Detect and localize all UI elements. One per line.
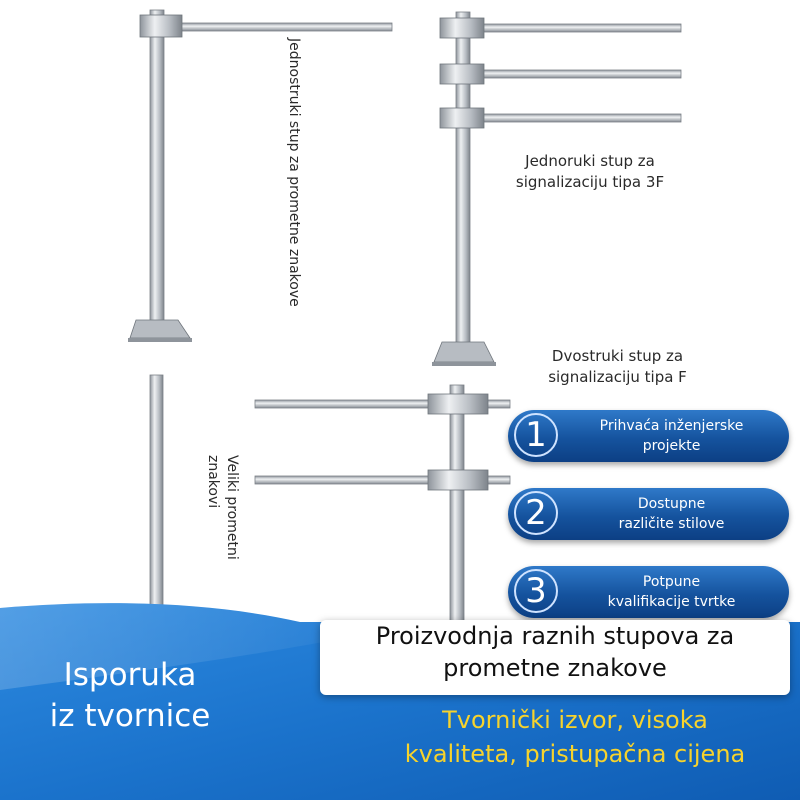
slogan-text <box>360 703 790 771</box>
single-arm-pole <box>128 10 392 342</box>
feature-badge-1 <box>508 410 789 462</box>
caption-3f-line-2: signalizaciju tipa 3F <box>515 173 665 191</box>
factory-delivery-line-1: Isporuka <box>63 657 197 693</box>
caption-single-pole <box>284 38 303 307</box>
caption-large-signs-line-2: znakovi <box>205 455 221 509</box>
feature-3-line-2: kvalifikacije tvrtke <box>607 594 736 610</box>
feature-1-line-1: Prihvaća inženjerske <box>599 418 744 434</box>
caption-single-pole-text: Jednostruki stup za prometne znakove <box>286 38 302 307</box>
feature-3-line-1: Potpune <box>642 574 701 590</box>
caption-large-signs <box>203 455 241 560</box>
caption-f-line-1: Dvostruki stup za <box>551 347 684 365</box>
factory-delivery-text <box>20 655 240 737</box>
feature-2-line-2: različite stilove <box>618 516 725 532</box>
feature-text-1 <box>570 416 773 456</box>
caption-3f-pole <box>480 151 700 193</box>
caption-f-line-2: signalizaciju tipa F <box>548 368 687 386</box>
feature-number-2: 2 <box>514 491 558 535</box>
banner-title-line-1: Proizvodnja raznih stupova za <box>375 622 735 650</box>
feature-number-3: 3 <box>514 569 558 613</box>
banner-title-box <box>320 620 790 695</box>
feature-1-line-2: projekte <box>642 438 701 454</box>
feature-badge-2 <box>508 488 789 540</box>
feature-text-2 <box>570 494 773 534</box>
caption-3f-line-1: Jednoruki stup za <box>525 152 655 170</box>
factory-delivery-line-2: iz tvornice <box>49 698 211 734</box>
banner-title-line-2: prometne znakove <box>443 654 667 682</box>
feature-2-line-1: Dostupne <box>637 496 706 512</box>
feature-number-1: 1 <box>514 413 558 457</box>
caption-large-signs-line-1: Veliki prometni <box>224 455 240 560</box>
slogan-line-2: kvaliteta, pristupačna cijena <box>404 740 746 768</box>
slogan-line-1: Tvornički izvor, visoka <box>442 706 708 734</box>
caption-f-pole <box>505 346 730 388</box>
